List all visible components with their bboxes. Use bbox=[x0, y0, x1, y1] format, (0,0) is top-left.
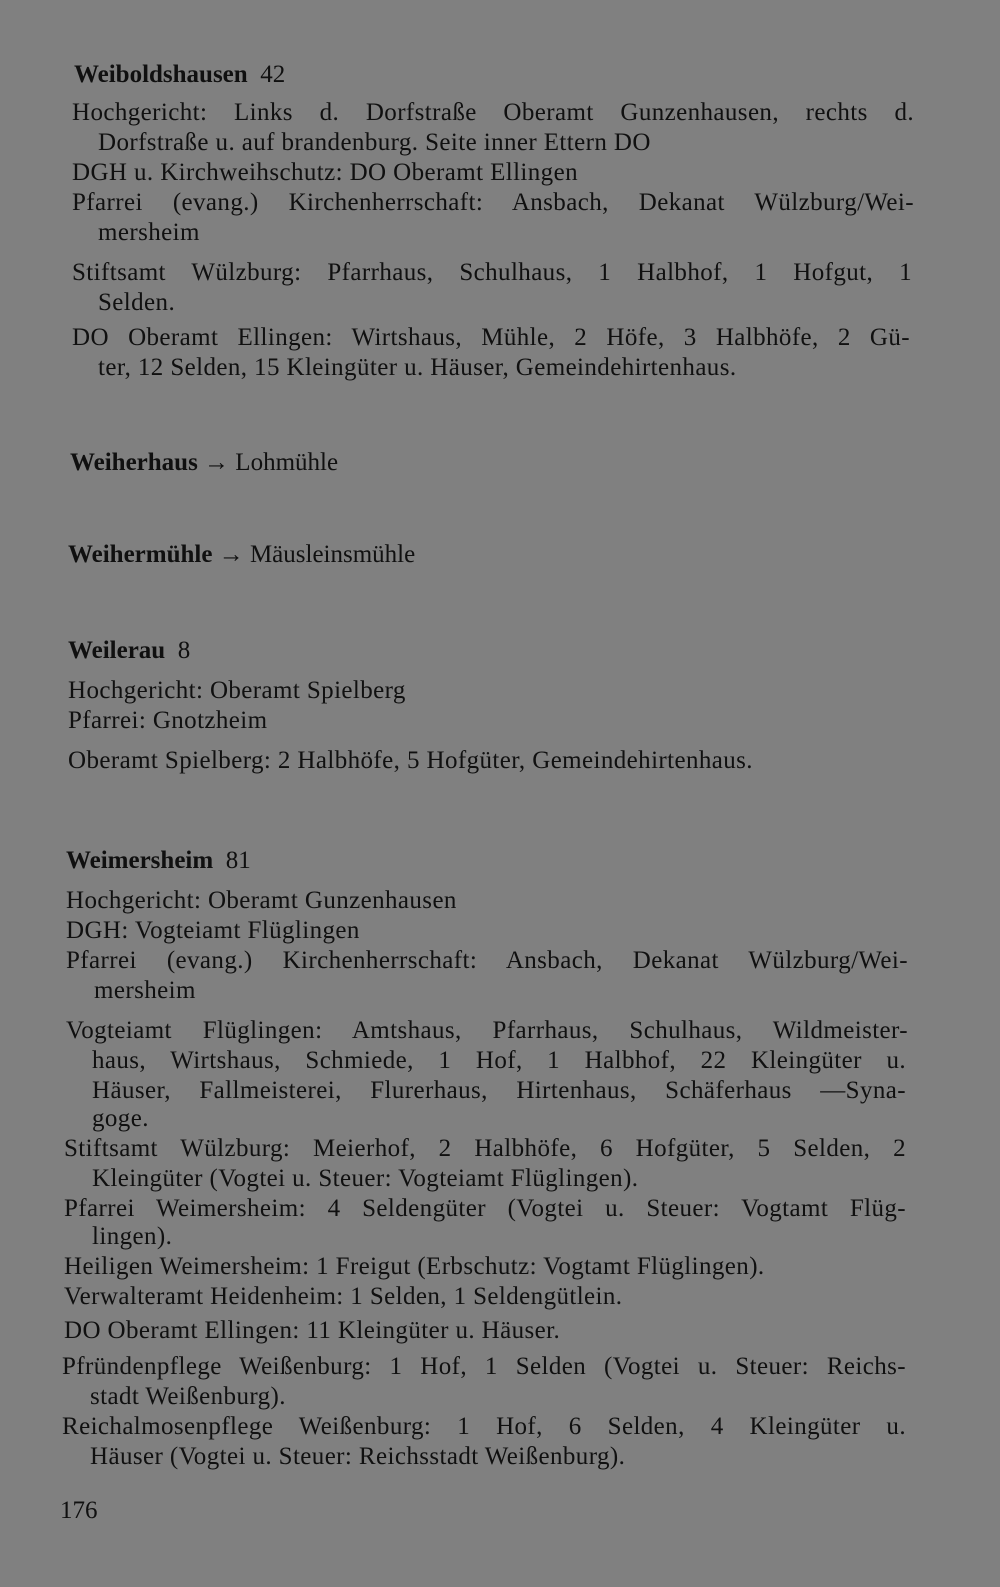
entry-heading-weiboldshausen bbox=[74, 60, 285, 90]
cross-reference-arrow: → bbox=[218, 541, 244, 568]
entry-line: lingen). bbox=[92, 1223, 173, 1250]
entry-line: DO Oberamt Ellingen: 11 Kleingüter u. Häuser. bbox=[64, 1317, 561, 1344]
entry-line: Häuser (Vogtei u. Steuer: Reichsstadt Weißenburg). bbox=[90, 1443, 626, 1470]
entry-heading-weilerau bbox=[68, 636, 190, 666]
entry-line: Stiftsamt Wülzburg: Meierhof, 2 Halbhöfe, 6 Hofgüter, 5 Selden, 2 bbox=[64, 1135, 906, 1162]
entry-name: Weiherhaus bbox=[70, 449, 198, 476]
entry-line: Heiligen Weimersheim: 1 Freigut (Erbschutz: Vogtamt Flüglingen). bbox=[64, 1253, 765, 1280]
entry-name: Weihermühle bbox=[68, 541, 213, 568]
entry-line: Hochgericht: Oberamt Spielberg bbox=[68, 677, 406, 704]
entry-line: Hochgericht: Oberamt Gunzenhausen bbox=[66, 887, 457, 914]
entry-line: Pfarrei Weimersheim: 4 Seldengüter (Vogtei u. Steuer: Vogtamt Flüg- bbox=[64, 1195, 906, 1222]
entry-line: DO Oberamt Ellingen: Wirtshaus, Mühle, 2 Höfe, 3 Halbhöfe, 2 Gü- bbox=[72, 324, 910, 351]
entry-line: Kleingüter (Vogtei u. Steuer: Vogteiamt Flüglingen). bbox=[92, 1165, 639, 1192]
entry-heading-weiherhaus bbox=[70, 448, 338, 478]
entry-line: Selden. bbox=[98, 289, 176, 316]
entry-number: 42 bbox=[260, 61, 286, 88]
entry-line: Verwalteramt Heidenheim: 1 Selden, 1 Seldengütlein. bbox=[64, 1283, 623, 1310]
entry-line: Pfarrei: Gnotzheim bbox=[68, 707, 268, 734]
entry-line: Pfründenpflege Weißenburg: 1 Hof, 1 Selden (Vogtei u. Steuer: Reichs- bbox=[62, 1353, 906, 1380]
entry-name: Weimersheim bbox=[66, 847, 214, 874]
entry-line: Oberamt Spielberg: 2 Halbhöfe, 5 Hofgüter, Gemeindehirtenhaus. bbox=[68, 747, 753, 774]
cross-reference-target: Lohmühle bbox=[235, 449, 339, 476]
entry-line: mersheim bbox=[94, 977, 196, 1004]
entry-line: Pfarrei (evang.) Kirchenherrschaft: Ansbach, Dekanat Wülzburg/Wei- bbox=[66, 947, 908, 974]
entry-number: 8 bbox=[177, 637, 191, 664]
entry-name: Weilerau bbox=[68, 637, 166, 664]
entry-line: Reichalmosenpflege Weißenburg: 1 Hof, 6 Selden, 4 Kleingüter u. bbox=[62, 1413, 906, 1440]
entry-line: Pfarrei (evang.) Kirchenherrschaft: Ansbach, Dekanat Wülzburg/Wei- bbox=[72, 189, 914, 216]
page-number: 176 bbox=[60, 1497, 98, 1524]
entry-line: haus, Wirtshaus, Schmiede, 1 Hof, 1 Halbhof, 22 Kleingüter u. bbox=[92, 1047, 906, 1074]
entry-line: mersheim bbox=[98, 219, 200, 246]
entry-heading-weihermuehle bbox=[68, 540, 415, 570]
entry-line: DGH: Vogteiamt Flüglingen bbox=[66, 917, 360, 944]
entry-line: goge. bbox=[92, 1105, 149, 1132]
entry-line: Stiftsamt Wülzburg: Pfarrhaus, Schulhaus, 1 Halbhof, 1 Hofgut, 1 bbox=[72, 259, 912, 286]
entry-heading-weimersheim bbox=[66, 846, 251, 876]
entry-line: Häuser, Fallmeisterei, Flurerhaus, Hirtenhaus, Schäferhaus —Syna- bbox=[92, 1077, 906, 1104]
entry-line: Vogteiamt Flüglingen: Amtshaus, Pfarrhaus, Schulhaus, Wildmeister- bbox=[66, 1017, 908, 1044]
entry-line: DGH u. Kirchweihschutz: DO Oberamt Ellingen bbox=[72, 159, 578, 186]
entry-name: Weiboldshausen bbox=[74, 61, 248, 88]
entry-line: stadt Weißenburg). bbox=[90, 1383, 286, 1410]
entry-line: Dorfstraße u. auf brandenburg. Seite inner Ettern DO bbox=[98, 129, 651, 156]
entry-line: Hochgericht: Links d. Dorfstraße Oberamt Gunzenhausen, rechts d. bbox=[72, 99, 914, 126]
entry-line: ter, 12 Selden, 15 Kleingüter u. Häuser, Gemeindehirtenhaus. bbox=[98, 354, 737, 381]
cross-reference-target: Mäusleinsmühle bbox=[249, 541, 416, 568]
cross-reference-arrow: → bbox=[204, 449, 230, 476]
entry-number: 81 bbox=[225, 847, 251, 874]
